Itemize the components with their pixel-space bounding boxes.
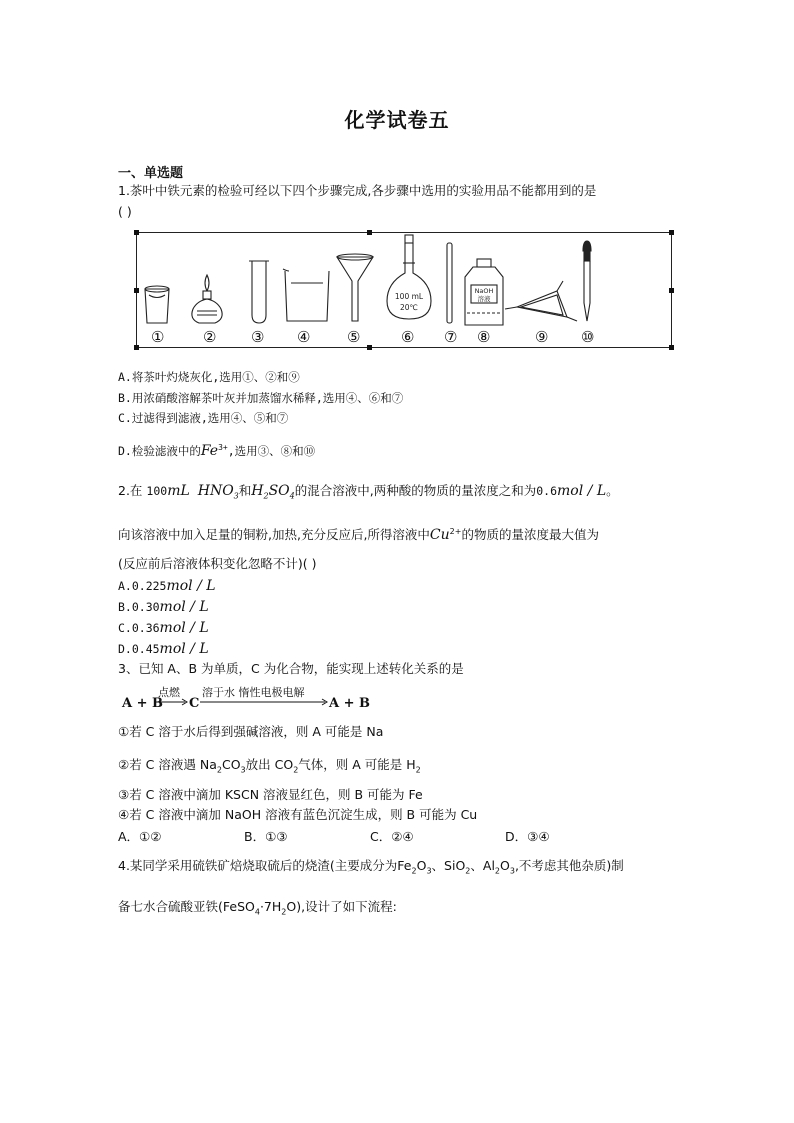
- label-10: ⑩: [581, 328, 595, 346]
- q1-option-c: C.过滤得到滤液,选用④、⑤和⑦: [118, 411, 289, 425]
- q3-option-a: A．①②: [118, 829, 162, 844]
- q3-statement-2: ②若 C 溶液遇 $Na_2CO_3$放出 $CO_2$气体，则 A 可能是 $H_2$: [118, 757, 421, 775]
- scheme-reactants: A + B: [122, 696, 164, 711]
- label-3: ③: [251, 328, 265, 346]
- q2-option-a: A.0.225mol / L: [118, 578, 216, 594]
- q2-option-d: D.0.45mol / L: [118, 641, 209, 657]
- q3-option-b: B．①③: [244, 829, 288, 844]
- q2-option-b: B.0.30mol / L: [118, 599, 209, 615]
- label-4: ④: [297, 328, 311, 346]
- arrow-icon: [156, 698, 188, 706]
- label-7: ⑦: [444, 328, 458, 346]
- label-8: ⑧: [477, 328, 491, 346]
- q1-option-a: A.将茶叶灼烧灰化,选用①、②和⑨: [118, 370, 300, 384]
- arrow-label-electrolysis: 溶于水 惰性电极电解: [202, 686, 305, 699]
- glass-rod-icon: [447, 243, 452, 323]
- arrow-label-ignite: 点燃: [158, 686, 180, 699]
- reaction-scheme: [118, 684, 378, 714]
- bottle-label-solution: 溶液: [477, 295, 491, 303]
- alcohol-lamp-icon: [192, 275, 222, 323]
- q2-line-1: 2.在 100mL $HNO_3$和$H_2SO_4$的混合溶液中,两种酸的物质的量浓度之和为0.6mol / L。: [118, 483, 619, 501]
- q3-statement-1: ①若 C 溶于水后得到强碱溶液，则 A 可能是 Na: [118, 724, 384, 739]
- scheme-compound: C: [189, 696, 200, 711]
- q2-option-c: C.0.36mol / L: [118, 620, 209, 636]
- bottle-label-naoh: NaOH: [474, 287, 494, 295]
- q1-option-b: B.用浓硝酸溶解茶叶灰并加蒸馏水稀释,选用④、⑥和⑦: [118, 391, 404, 405]
- scheme-products: A + B: [329, 696, 371, 711]
- label-1: ①: [151, 328, 165, 346]
- q3-option-d: D．③④: [505, 829, 550, 844]
- label-5: ⑤: [347, 328, 361, 346]
- flask-volume-label: 100 mL: [394, 292, 424, 301]
- funnel-icon: [337, 254, 373, 321]
- q4-line-1: 4.某同学采用硫铁矿焙烧取硫后的烧渣(主要成分为$Fe_2O_3$、SiO$_2$、$Al_2O_3$,不考虑其他杂质)制: [118, 858, 624, 876]
- beaker-icon: [283, 269, 329, 321]
- test-tube-icon: [249, 261, 269, 323]
- q1-stem: 1.茶叶中铁元素的检验可经以下四个步骤完成,各步骤中选用的实验用品不能都用到的是: [118, 183, 597, 198]
- q2-line-2: 向该溶液中加入足量的铜粉,加热,充分反应后,所得溶液中$Cu^{2+}$的物质的量浓度最大值为: [118, 527, 599, 544]
- label-6: ⑥: [401, 328, 415, 346]
- q3-statement-4: ④若 C 溶液中滴加 NaOH 溶液有蓝色沉淀生成，则 B 可能为 Cu: [118, 807, 478, 822]
- q4-line-2: 备七水合硫酸亚铁$(FeSO_4\cdot 7H_2O)$,设计了如下流程:: [118, 899, 397, 917]
- q3-stem: 3、已知 A、B 为单质，C 为化合物，能实现上述转化关系的是: [118, 661, 464, 676]
- arrow-icon: [200, 698, 328, 706]
- page-title: 化学试卷五: [344, 108, 450, 132]
- label-9: ⑨: [535, 328, 549, 346]
- label-2: ②: [203, 328, 217, 346]
- q2-line-3: (反应前后溶液体积变化忽略不计)( ): [118, 556, 317, 571]
- section-heading: 一、单选题: [118, 166, 184, 181]
- apparatus-figure: [136, 232, 672, 348]
- q1-answer-paren: ( ): [118, 204, 132, 219]
- dropper-icon: [583, 241, 591, 321]
- flask-temp-label: 20℃: [400, 303, 418, 312]
- q3-option-c: C．②④: [370, 829, 414, 844]
- crucible-icon: [145, 286, 169, 323]
- clay-triangle-icon: [505, 281, 577, 321]
- q3-statement-3: ③若 C 溶液中滴加 KSCN 溶液显红色，则 B 可能为 Fe: [118, 787, 423, 802]
- q1-option-d: D.检验滤液中的$Fe^{3+}$,选用③、⑧和⑩: [118, 443, 316, 459]
